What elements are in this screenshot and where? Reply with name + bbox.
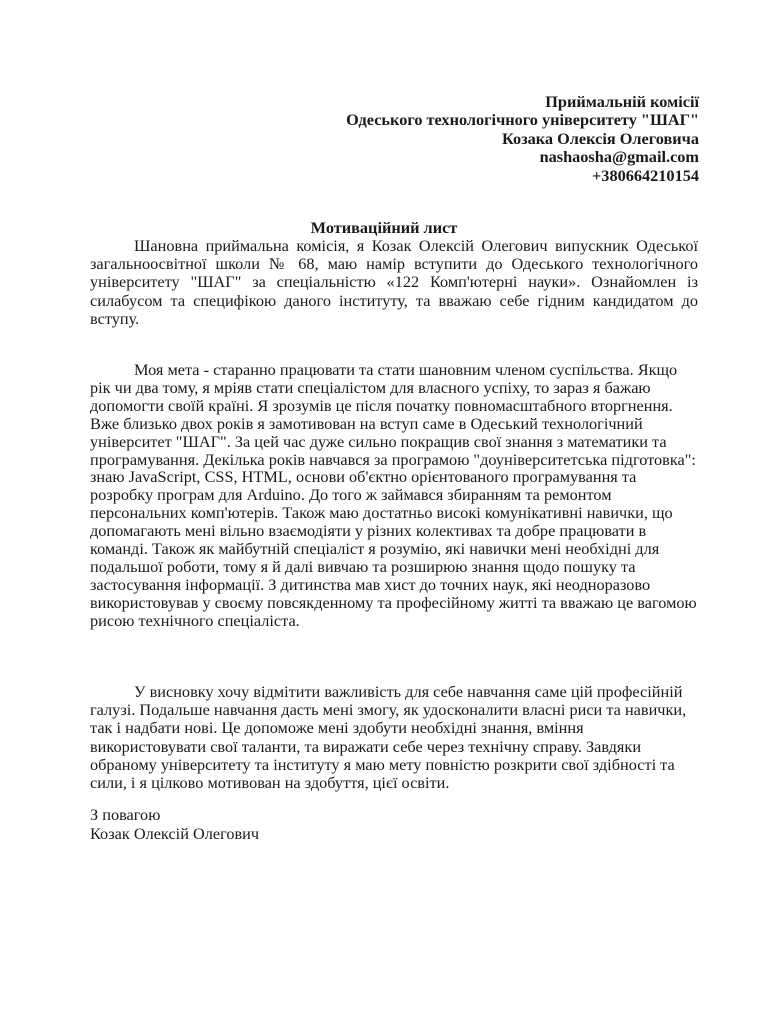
signature-name: Козак Олексій Олегович <box>90 824 260 844</box>
recipient-header <box>139 93 699 185</box>
intro-paragraph: Шановна приймальна комісія, я Козак Олексій Олегович випускник Одеської загальноосвітної школи № 68, маю намір вступити до Одеського технологічного університету "ШАГ" за спеціальністю «122 Комп'ютерні науки». Ознайомлен із силабусом та специфікою даного інституту, та вважаю себе гідним кандидатом до вступу. <box>90 236 698 328</box>
closing-regards: З повагою <box>90 805 161 824</box>
sender-email: nashaosha@gmail.com <box>539 147 699 167</box>
document-title: Мотиваційний лист <box>310 218 458 237</box>
sender-phone: +380664210154 <box>592 165 699 185</box>
addressee-line: Приймальній комісії <box>545 92 699 111</box>
closing-block <box>90 805 259 844</box>
sender-name-line: Козака Олексія Олеговича <box>501 128 699 148</box>
goal-paragraph: Моя мета - старанно працювати та стати шановним членом суспільства. Якщо рік чи два тому, я мріяв стати спеціалістом для власного успіху, то зараз я бажаю допомогти своїй країні. Я зрозумів це після початку повномасштабного вторгнення. Вже близько двох років я замотивован на вступ саме в Одеський технологічний університет "ШАГ". За цей час дуже сильно покращив свої знання з математики та програмування. Декілька років навчався за програмою "доуніверситетська підготовка": знаю JavaScript, CSS, HTML, основи об'єктно орієнтованого програмування та розробку програм для Arduino. До того ж займався збиранням та ремонтом персональних комп'ютерів. Також маю достатньо високі комунікативні навички, що допомагають мені вільно взаємодіяти у різних колективах та добре працювати в команді. Також як майбутній спеціаліст я розумію, які навички мені необхідні для подальшої роботи, тому я й далі вивчаю та розширюю знання щодо пошуку та застосування інформації. З дитинства мав хист до точних наук, які неодноразово використовував у своєму повсякденному та професійному житті та вважаю це вагомою рисою технічного спеціаліста. <box>90 360 697 630</box>
conclusion-paragraph: У висновку хочу відмітити важливість для себе навчання саме цій професійній галузі. Подальше навчання дасть мені змогу, як удосконалити власні риси та навички, так і надбати нові. Це допоможе мені здобути необхідні знання, вміння використовувати свої таланти, та виражати себе через технічну справу. Завдяки обраному університету та інституту я маю мету повністю розкрити свої здібності та сили, і я цілково мотивован на здобуття, цієї освіти. <box>90 682 687 793</box>
university-line: Одеського технологічного університету "ШАГ" <box>346 110 699 130</box>
